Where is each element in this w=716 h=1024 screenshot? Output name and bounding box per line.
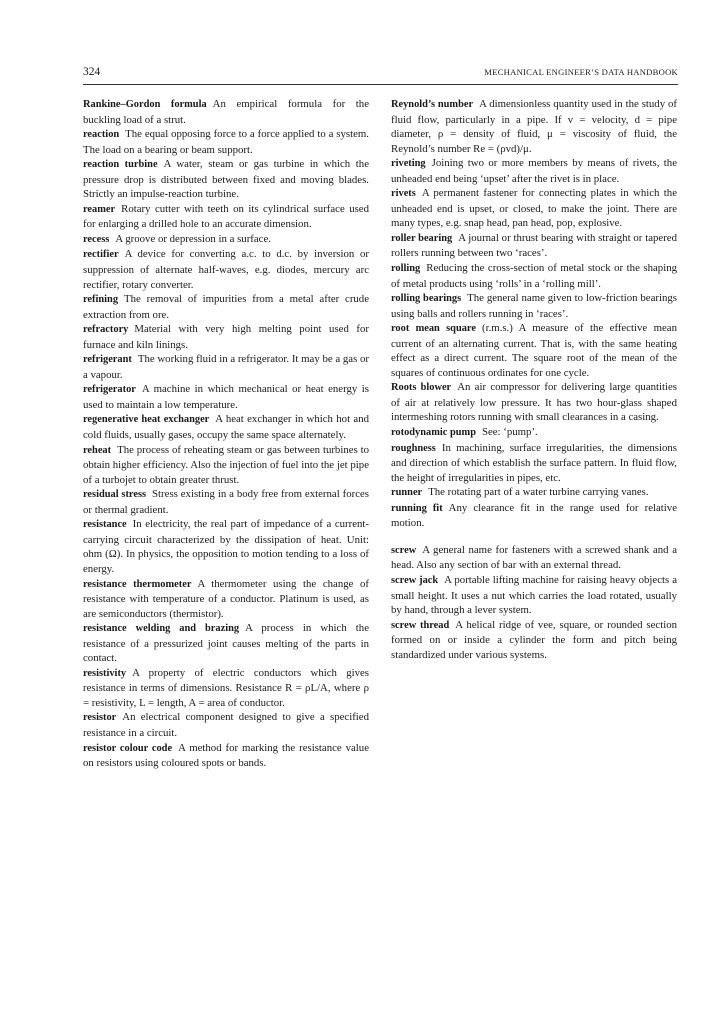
glossary-entry [391, 425, 677, 441]
entry-definition: The equal opposing force to a force applied to a system. The load on a bearing or beam support. [83, 128, 369, 156]
glossary-entry [391, 618, 677, 663]
page-header [83, 66, 678, 82]
entry-definition: A machine in which mechanical or heat energy is used to maintain a low temperature. [83, 383, 369, 411]
entry-term: rolling [391, 263, 421, 275]
entry-term: refining [83, 294, 119, 306]
glossary-entry [83, 487, 369, 517]
entry-definition: A groove or depression in a surface. [115, 232, 271, 245]
entry-term: Roots blower [391, 382, 452, 394]
glossary-entry [83, 710, 369, 740]
entry-term: runner [391, 487, 423, 499]
entry-definition: The general name given to low-friction bearings using balls and rollers running in ‘races’. [391, 292, 677, 320]
glossary-entry [83, 247, 369, 292]
entry-term: screw thread [391, 619, 450, 631]
entry-definition: Any clearance fit in the range used for relative motion. [391, 501, 677, 530]
entry-term: rivets [391, 188, 416, 200]
glossary-entry [83, 741, 369, 771]
entry-term: reheat [83, 444, 112, 456]
entry-definition: In machining, surface irregularities, the dimensions and direction of which establish the surface pattern. In fluid flow, the height of irregularities in pipes, etc. [391, 441, 677, 484]
glossary-entry [83, 232, 369, 248]
entry-definition: A portable lifting machine for raising heavy objects a small height. It uses a nut which carries the load rotated, usually by hand, through a lever system. [391, 573, 678, 617]
entry-term: reamer [83, 203, 116, 215]
entry-definition: A general name for fasteners with a screwed shank and a head. Also any section of bar with an external thread. [391, 543, 677, 572]
left-column [83, 97, 369, 771]
entry-definition: A helical ridge of vee, square, or rounded section formed on or inside a cylinder the form and pitch being standardized under various systems. [391, 618, 677, 661]
glossary-entry [391, 291, 677, 321]
entry-term: riveting [391, 158, 426, 170]
glossary-entry [83, 157, 369, 202]
entry-definition: An electrical component designed to give a specified resistance in a circuit. [83, 711, 369, 739]
glossary-entry [391, 261, 677, 291]
entry-term: resistance [83, 519, 127, 531]
entry-definition: Stress existing in a body free from external forces or thermal gradient. [83, 488, 369, 516]
section-gap [391, 531, 677, 543]
entry-definition: A method for marking the resistance value on resistors using coloured spots or bands. [83, 741, 369, 770]
entry-definition: Rotary cutter with teeth on its cylindrical surface used for enlarging a drilled hole to an accurate dimension. [83, 202, 369, 231]
glossary-entry [391, 441, 677, 486]
entry-definition: An empirical formula for the buckling load of a strut. [83, 98, 369, 126]
entry-definition: Reducing the cross-section of metal stock or the shaping of metal products using ‘rolls’ in a ‘rolling mill’. [391, 262, 677, 290]
header-rule [83, 84, 678, 85]
entry-term: rotodynamic pump [391, 427, 476, 439]
entry-definition: A dimensionless quantity used in the study of fluid flow, particularly in a pipe. If v = velocity, d = pipe diameter, ρ = density of fluid, μ = viscosity of fluid, the Reynold’s number Re = (ρvd)/μ. [391, 98, 677, 155]
glossary-entry [391, 543, 677, 573]
entry-term: refrigerator [83, 384, 136, 396]
glossary-entry [83, 621, 369, 666]
glossary-entry [83, 97, 369, 127]
entry-term: roughness [391, 442, 436, 454]
entry-definition: A permanent fastener for connecting plates in which the unheaded end is upset, or closed, to make the joint. There are many types, e.g. snap head, pan head, pop, explosive. [391, 187, 677, 230]
glossary-entry [83, 127, 369, 157]
entry-term: Reynold’s number [391, 99, 474, 110]
glossary-entry [391, 485, 677, 501]
entry-term: screw jack [391, 574, 439, 586]
entry-term: running fit [391, 502, 443, 514]
entry-term: roller bearing [391, 232, 453, 244]
entry-definition: Joining two or more members by means of rivets, the unheaded end being ‘upset’ after the rivet is in place. [391, 157, 677, 185]
entry-definition: See: ‘pump’. [481, 426, 538, 439]
glossary-entry [391, 231, 677, 261]
glossary-entry [83, 517, 369, 576]
entry-definition: The removal of impurities from a metal after crude extraction from ore. [83, 293, 369, 321]
entry-term: resistor colour code [83, 742, 173, 754]
glossary-entry [391, 573, 677, 618]
glossary-entry [391, 156, 677, 186]
entry-definition: A water, steam or gas turbine in which the pressure drop is distributed between fixed and moving blades. Strictly an impulse-reaction turbine. [83, 158, 369, 201]
entry-definition: The process of reheating steam or gas between turbines to obtain higher efficiency. Also the injection of fuel into the jet pipe of a turbojet to obtain greater thrust. [83, 443, 369, 486]
entry-term: screw [391, 544, 417, 556]
glossary-entry [83, 292, 369, 322]
entry-term: residual stress [83, 489, 147, 501]
entry-definition: An air compressor for delivering large quantities of air at relatively low pressure. It has two hour-glass shaped intermeshing rotors running with small clearances in a casing. [391, 381, 677, 424]
entry-definition: A property of electric conductors which gives resistance in terms of dimensions. Resistance R = ρL/A, where ρ = resistivity, L = length, A = area of conductor. [83, 666, 369, 709]
entry-definition: A heat exchanger in which hot and cold fluids, usually gases, occupy the same space alternately. [83, 413, 369, 442]
entry-definition: (r.m.s.) A measure of the effective mean current of an alternating current. That is, with the same heating effect as a direct current. The square root of the mean of the squares of continuous ordinates for one cycle. [391, 322, 677, 379]
entry-term: resistance thermometer [83, 578, 192, 590]
entry-term: Rankine–Gordon formula [83, 99, 207, 110]
entry-term: resistor [83, 712, 117, 724]
right-column [391, 97, 677, 662]
glossary-entry [83, 577, 369, 622]
glossary-entry [83, 412, 369, 442]
glossary-entry [83, 352, 369, 382]
glossary-entry [391, 97, 677, 156]
glossary-entry [391, 501, 677, 531]
glossary-entry [83, 202, 369, 232]
entry-term: resistivity [83, 667, 127, 679]
glossary-entry [391, 321, 677, 380]
entry-definition: Material with very high melting point used for furnace and kiln linings. [83, 323, 369, 351]
entry-definition: A device for converting a.c. to d.c. by inversion or suppression of alternate half-waves, e.g. diodes, mercury arc rectifier, rotary converter. [83, 248, 369, 291]
glossary-entry [83, 382, 369, 412]
entry-term: regenerative heat exchanger [83, 414, 210, 426]
glossary-entry [83, 443, 369, 488]
entry-term: resistance welding and brazing [83, 623, 240, 635]
glossary-entry [83, 322, 369, 352]
entry-definition: A thermometer using the change of resistance with temperature of a conductor. Platinum is used, as are semiconductors (thermistor). [83, 577, 370, 620]
entry-term: refractory [83, 324, 129, 336]
entry-definition: A process in which the resistance of a pressurized joint causes melting of the parts in contact. [83, 622, 370, 665]
entry-term: reaction turbine [83, 159, 158, 171]
page-number: 324 [83, 66, 101, 78]
entry-term: rectifier [83, 249, 119, 261]
entry-definition: A journal or thrust bearing with straight or tapered rollers running between two ‘races’. [391, 231, 678, 260]
entry-definition: The working fluid in a refrigerator. It may be a gas or a vapour. [83, 353, 369, 381]
glossary-entry [83, 666, 369, 711]
entry-definition: In electricity, the real part of impedance of a current-carrying circuit characterized by the dissipation of heat. Unit: ohm (Ω). In physics, the opposition to motion tending to a loss of energy. [83, 518, 369, 575]
entry-term: reaction [83, 129, 120, 141]
glossary-entry [391, 380, 677, 425]
entry-term: recess [83, 233, 110, 245]
entry-definition: The rotating part of a water turbine carrying vanes. [428, 486, 649, 499]
running-title: MECHANICAL ENGINEER’S DATA HANDBOOK [484, 67, 678, 77]
glossary-entry [391, 186, 677, 231]
entry-term: root mean square [391, 323, 476, 335]
entry-term: rolling bearings [391, 293, 462, 305]
entry-term: refrigerant [83, 354, 132, 366]
